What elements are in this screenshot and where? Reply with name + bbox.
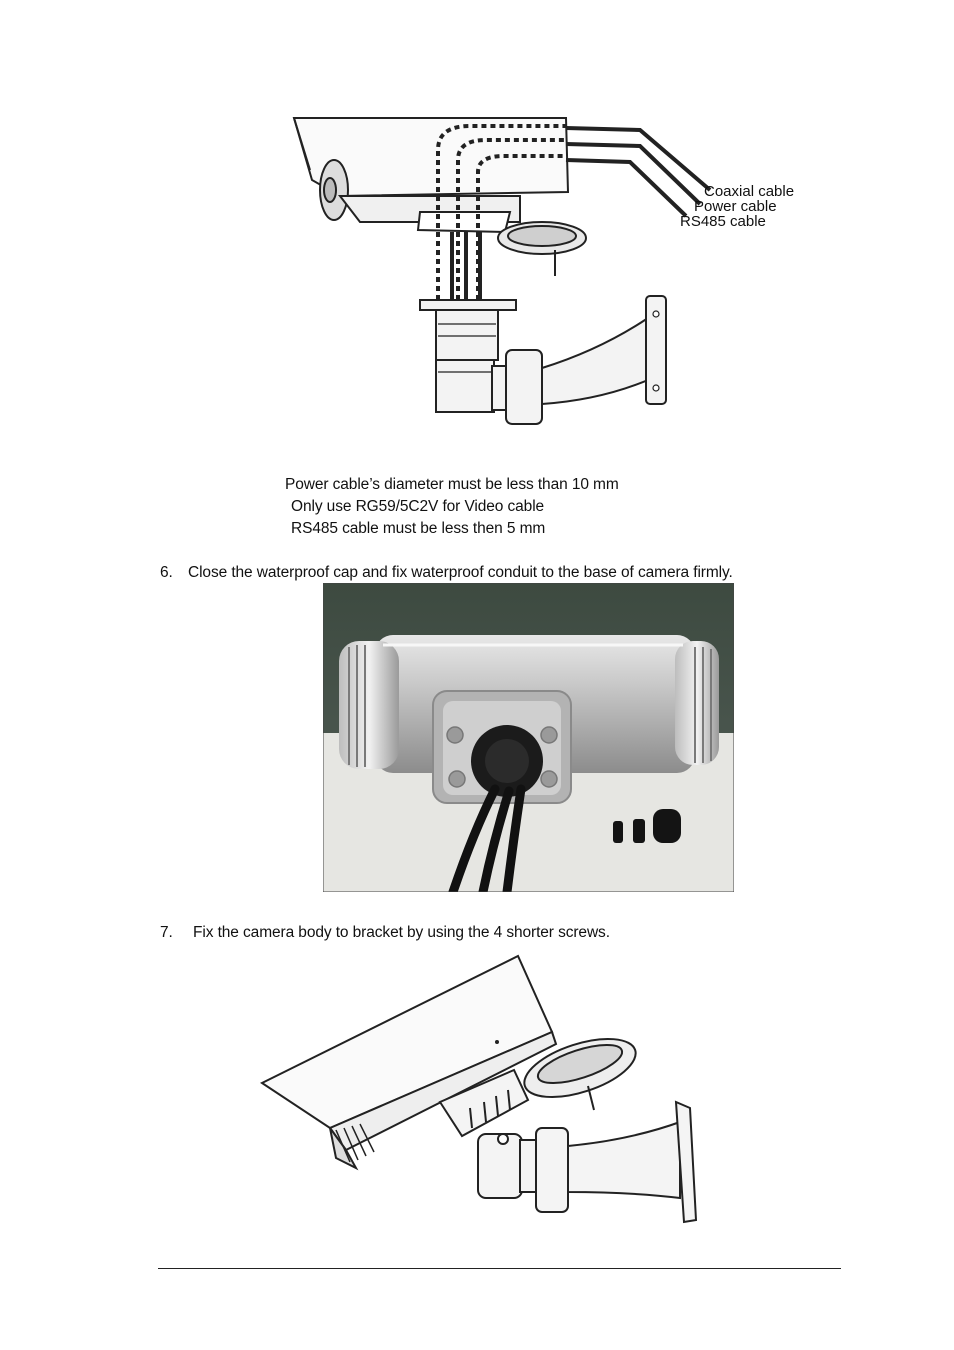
step-7-number: 7.	[160, 924, 173, 941]
camera-bracket-drawing	[0, 940, 954, 1240]
coaxial-cable-label: Coaxial cable	[704, 183, 795, 200]
step-6-text: Close the waterproof cap and fix waterproof conduit to the base of camera firmly.	[188, 564, 733, 581]
figure-camera-cabling	[0, 0, 954, 440]
footer-divider	[158, 1268, 841, 1269]
note-power-cable: Power cable’s diameter must be less than 10 mm	[285, 476, 619, 493]
power-cable-label: Power cable	[694, 198, 777, 215]
step-6-number: 6.	[160, 564, 173, 581]
rs485-cable-label: RS485 cable	[680, 213, 766, 230]
camera-cabling-drawing	[0, 0, 954, 440]
waterproof-cap-photo	[323, 583, 734, 892]
step-7-text: Fix the camera body to bracket by using the 4 shorter screws.	[193, 924, 610, 941]
note-rs485-cable: RS485 cable must be less then 5 mm	[291, 520, 546, 537]
figure-camera-bracket	[0, 940, 954, 1240]
photo-waterproof-cap	[323, 583, 734, 892]
note-video-cable: Only use RG59/5C2V for Video cable	[291, 498, 545, 515]
